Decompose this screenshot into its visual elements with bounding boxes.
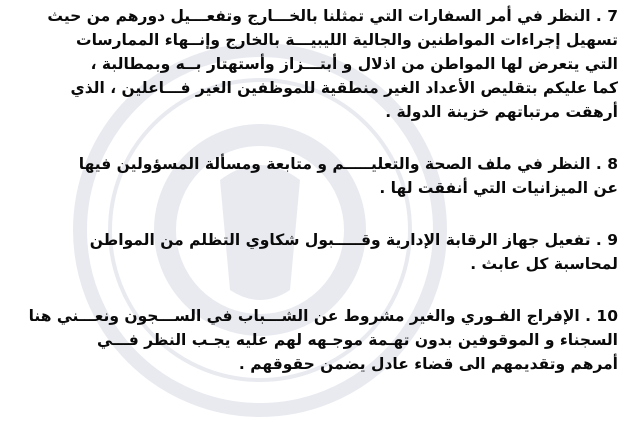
text-line: السجناء و الموقوفين بدون تهـمة موجـهه لهم عليه يجـب النظر فـــي xyxy=(97,331,618,349)
text-line: 9 . تفعيل جهاز الرقابة الإدارية وقـــــبول شكاوي التظلم من المواطن xyxy=(89,231,618,249)
text-line: أمرهم وتقديمهم الى قضاء عادل يضمن حقوقهم . xyxy=(238,355,618,373)
text-line: 10 . الإفراج الفـوري والغير مشروط عن الشـــباب في الســـجون ونعـــني هنا xyxy=(28,307,618,325)
list-item-10 xyxy=(28,304,618,376)
text-line: كما عليكم بتقليص الأعداد الغير منطقية للموظفين الغير فـــاعلين ، الذي xyxy=(70,79,618,97)
text-line: تسهيل إجراءات المواطنين والجالية الليبيـــة بالخارج وإنــهاء الممارسات xyxy=(76,31,618,49)
text-line: 7 . النظر في أمر السفارات التي تمثلنا بالخـــارج وتفعـــيل دورهم من حيث xyxy=(47,7,618,25)
list-item-9 xyxy=(40,228,618,276)
text-line: 8 . النظر في ملف الصحة والتعليـــــم و متابعة ومسألة المسؤولين فيها xyxy=(78,155,618,173)
list-item-8 xyxy=(40,152,618,200)
text-line: التي يتعرض لها المواطن من اذلال و أبتـــزاز وأستهتار بــه وبمطالبة ، xyxy=(90,55,618,73)
text-line: عن الميزانيات التي أنفقت لها . xyxy=(379,179,618,197)
text-line: لمحاسبة كل عابث . xyxy=(470,255,618,273)
text-line: أرهقت مرتباتهم خزينة الدولة . xyxy=(385,103,618,121)
list-item-7 xyxy=(40,4,618,124)
